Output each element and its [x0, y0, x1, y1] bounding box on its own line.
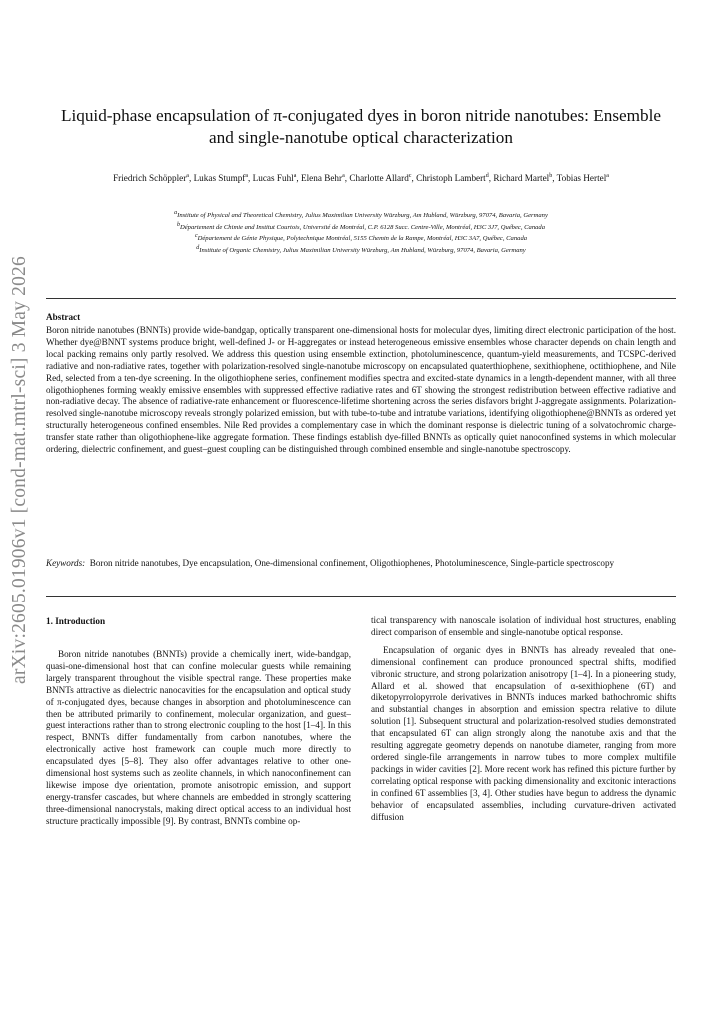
- author: Tobias Hertel$^a$: [556, 173, 609, 184]
- arxiv-id[interactable]: arXiv:2605.01906v1 [cond-mat.mtrl-sci] 3 May 2026: [9, 256, 31, 684]
- divider-bottom: [46, 596, 676, 597]
- affiliation: $^b$Département de Chimie and Institut Courtois, Université de Montréal, C.P. 6128 Succ. Centre-Ville, Montréal, H3C 3J7, Québec, Canada: [176, 221, 546, 231]
- author: Lucas Fuhl$^a$,: [252, 173, 301, 184]
- divider-top: [46, 298, 676, 299]
- affiliation-marker: c: [408, 173, 412, 179]
- author: Charlotte Allard$^c$,: [349, 173, 417, 184]
- author-list: [46, 170, 676, 184]
- affiliation-list: [46, 209, 676, 255]
- paragraph: Encapsulation of organic dyes in BNNTs has already revealed that one-dimensional confinement can produce pronounced spectral shifts, modified vibronic structure, and strong polarization anisotropy [1–4]. In a pioneering study, Allard et al. showed that encapsulation of α-sexithiophene (6T) and diketopyrrolopyrrole derivatives in BNNTs induces marked bathochromic shifts and substantial changes in absorption and emission spectra relative to dilute solution [1]. Subsequent structural and polarization-resolved studies demonstrated that encapsulated 6T can align strongly along the nanotube axis and that the resulting aggregate geometry depends on nanotube diameter, ranging from more ordered single-file arrangements in narrow tubes to more complex multifile packings in wider cavities [2]. More recent work has refined this picture further by correlating optical response with packing dimensionality and excitonic interactions in confined 6T assemblies [3, 4]. Other studies have begun to address the dynamic behavior of encapsulated assemblies, including curvature-driven activated diffusion: [371, 644, 676, 822]
- abstract-heading: Abstract: [46, 312, 81, 322]
- affiliation-marker: a: [606, 173, 609, 179]
- paragraph: Boron nitride nanotubes (BNNTs) provide a chemically inert, wide-bandgap, quasi-one-dimensional host that can confine molecular guests while remaining largely transparent throughout the visible spectral range. These properties make BNNTs attractive as dielectric nanocavities for the encapsulation and optical study of π-conjugated dyes, because changes in absorption and photoluminescence can then be attributed primarily to confinement, molecular organization, and guest–guest interactions rather than to strong electronic coupling to the host [1–4]. In this respect, BNNTs differ fundamentally from carbon nanotubes, where the electronically active host framework can couple much more directly to encapsulated dyes [5–8]. They also offer advantages relative to other one-dimensional host systems such as zeolite channels, in which nanoconfinement can likewise impose dye orientation, promote anisotropic emission, and support energy-transfer cascades, but where channels are embedded in strongly scattering three-dimensional nanocrystals, making direct optical access to an individual host structure practically impossible [9]. By contrast, BNNTs combine op-: [46, 649, 351, 826]
- affiliation-marker: a: [293, 173, 297, 179]
- author: Friedrich Schöppler$^a$,: [113, 173, 194, 184]
- left-column: [46, 649, 351, 828]
- abstract-text: Boron nitride nanotubes (BNNTs) provide wide-bandgap, optically transparent one-dimensional hosts for molecular dyes, limiting direct electronic participation of the host. Whether dye@BNNT systems produce bright, well-defined J- or H-aggregates or instead heterogeneous emissive ensembles whose character depends on chain length and local packing remains only partly resolved. We address this question using ensemble extinction, photoluminescence, quantum-yield measurements, and TCSPC-derived radiative and non-radiative rates, together with polarization-resolved single-nanotube microscopy on encapsulated quaterthiophene, sexithiophene, octithiophene, and Nile Red, selected from a ten-dye screening. In the oligothiophene series, confinement modifies spectra and excited-state dynamics in a length-dependent manner, with all three oligothiophenes forming weakly emissive ensembles with suppressed effective radiative rates and 6T showing the strongest redistribution between effective radiative and non-radiative decay. The absence of radiative-rate enhancement or fluorescence-lifetime shortening across the series disfavors bright J-aggregate assignments. Polarization-resolved single-nanotube microscopy reveals strongly polarized emission, but with tube-to-tube and intratube variations, identifying oligothiophene@BNNTs as ordered yet structurally heterogeneous confined ensembles. Nile Red provides a complementary case in which the dominant response is dielectric tuning of a solvatochromic charge-transfer state rather than oligothiophene-like aggregate formation. These findings establish dye-filled BNNTs as optically quiet nanoconfined systems in which molecular ordering, dielectric confinement, and guest–guest coupling can be distinguished through combined ensemble and single-nanotube spectroscopy.: [46, 325, 676, 455]
- affiliation-marker: a: [342, 173, 345, 179]
- affiliation-marker: b: [549, 173, 553, 179]
- affiliation-marker: a: [245, 173, 249, 179]
- affiliation: $^d$Institute of Organic Chemistry, Julius Maximilian University Würzburg, Am Hubland, Würzburg, 97074, Bavaria, Germany: [196, 244, 526, 254]
- author: Lukas Stumpf$^a$,: [193, 173, 253, 184]
- author: Christoph Lambert$^d$,: [416, 173, 494, 184]
- author: Richard Martel$^b$,: [493, 173, 557, 184]
- affiliation: $^c$Département de Génie Physique, Polytechnique Montréal, 5155 Chemin de la Rampe, Montréal, H3C 3A7, Québec, Canada: [194, 233, 528, 243]
- affiliation: $^a$Institute of Physical and Theoretical Chemistry, Julius Maximilian University Würzburg, Am Hubland, Würzburg, 97074, Bavaria, Germany: [174, 210, 548, 220]
- right-column: [371, 615, 676, 823]
- section-heading-introduction: 1. Introduction: [46, 616, 106, 626]
- keywords-text: Boron nitride nanotubes, Dye encapsulation, One-dimensional confinement, Oligothiophenes, Photoluminescence, Single-particle spectroscopy: [89, 558, 615, 568]
- paper-title: Liquid-phase encapsulation of π-conjugated dyes in boron nitride nanotubes: Ensemble and single-nanotube optical characterization: [60, 106, 662, 147]
- arxiv-watermark: [8, 235, 32, 705]
- author: Elena Behr$^a$,: [301, 173, 350, 184]
- affiliation-marker: a: [186, 173, 189, 179]
- affiliation-marker: d: [485, 173, 489, 179]
- keywords: [46, 558, 676, 570]
- keywords-label: Keywords:: [46, 558, 86, 568]
- paragraph: tical transparency with nanoscale isolation of individual host structures, enabling direct comparison of ensemble and single-nanotube optical response.: [371, 615, 676, 637]
